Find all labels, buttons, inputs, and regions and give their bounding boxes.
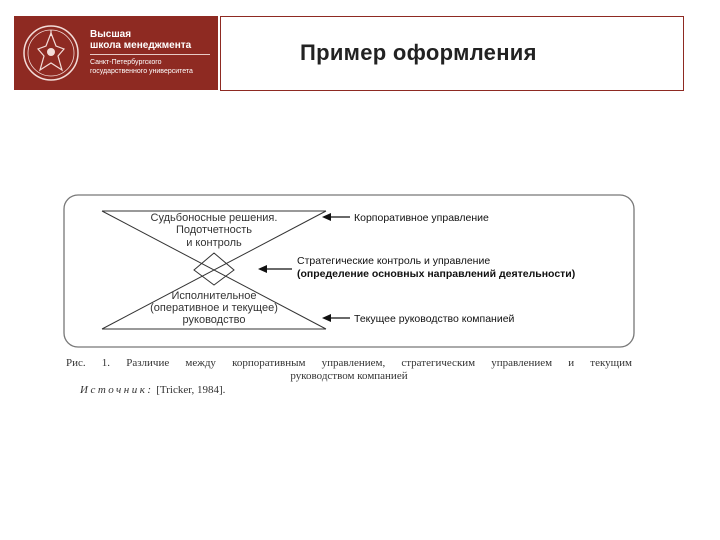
bottom-text-line-1: Исполнительное: [171, 290, 257, 302]
slide-title: Пример оформления: [300, 40, 537, 65]
caption-line-1: Рис. 1. Различие между корпоративным управлением, стратегическим управлением и текущим: [66, 357, 632, 369]
source-text: [Tricker, 1984].: [156, 384, 226, 396]
top-text-line-3: и контроль: [186, 237, 242, 249]
school-logo: [14, 16, 218, 90]
logo-line-4: государственного университета: [90, 68, 193, 75]
arrow-mid-head-icon: [258, 265, 267, 273]
top-text-line-2: Подотчетность: [175, 224, 253, 236]
figure-source: [80, 384, 225, 396]
arrow-bottom-head-icon: [322, 314, 331, 322]
governance-diagram: [60, 193, 640, 353]
logo-line-2: школа менеджмента: [90, 40, 192, 51]
center-diamond: [194, 253, 234, 285]
arrow-top-head-icon: [322, 213, 331, 221]
university-emblem-icon: [20, 22, 82, 84]
logo-divider: [90, 54, 210, 55]
bottom-text-line-3: руководство: [182, 314, 246, 326]
label-current-management: Текущее руководство компанией: [354, 313, 515, 325]
label-strategic-line-2: (определение основных направлений деятельности): [297, 268, 576, 280]
bottom-text-line-2: (оперативное и текущее): [150, 302, 278, 314]
logo-line-1: Высшая: [90, 29, 132, 40]
label-strategic-line-1: Стратегические контроль и управление: [297, 255, 491, 267]
top-text-line-1: Судьбоносные решения.: [150, 212, 278, 224]
figure-caption: [66, 357, 632, 383]
logo-line-3: Санкт-Петербургского: [90, 59, 162, 66]
source-label: Источник:: [80, 384, 154, 396]
caption-line-2: руководством компанией: [290, 370, 408, 382]
label-corporate-governance: Корпоративное управление: [354, 212, 489, 224]
